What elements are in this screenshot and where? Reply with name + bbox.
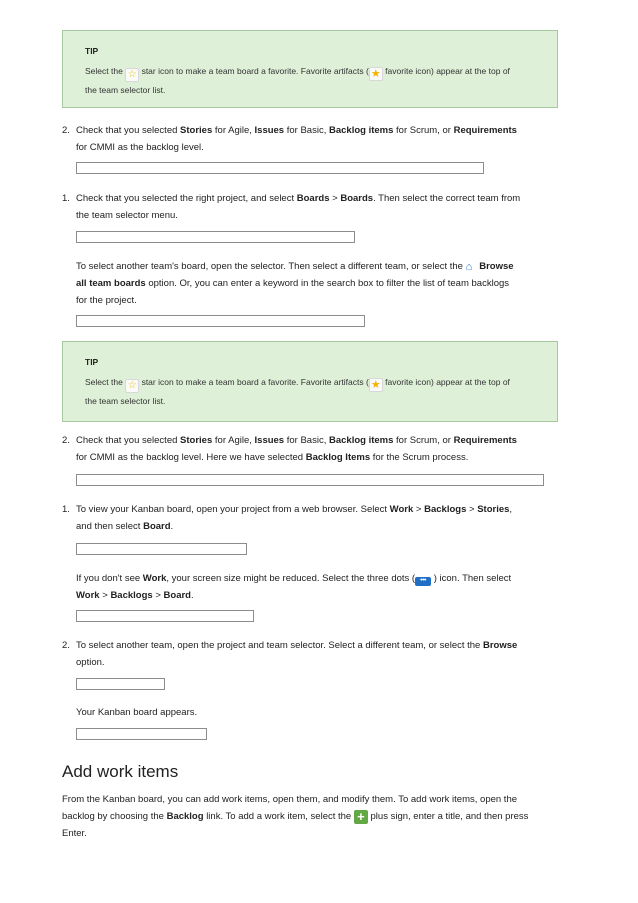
image-placeholder: [76, 543, 247, 555]
list-item: Check that you selected Stories for Agile, Issues for Basic, Backlog items for Scrum, or Requirements for CMMI as the backlog level. Here we have selected Backlog Items for the Scrum process.: [76, 435, 517, 463]
list-number: 1.: [62, 193, 70, 204]
paragraph: From the Kanban board, you can add work items, open them, and modify them. To add work items, open the backlog by choosing the Backlog link. To add a work item, select the + plus sign, enter a title, and then press Enter.: [62, 794, 529, 839]
image-placeholder: [76, 728, 207, 740]
tip-text: Select the ☆ star icon to make a team board a favorite. Favorite artifacts ( ★ favorite icon) appear at the top of the team selector list.: [85, 377, 510, 406]
favorite-star-icon: ★: [369, 67, 383, 81]
tip-box: [62, 30, 558, 108]
star-outline-icon: ☆: [125, 68, 139, 82]
home-icon: ⌂: [465, 261, 473, 273]
paragraph: To select another team's board, open the selector. Then select a different team, or select the ⌂ Browse all team boards option. Or, you can enter a keyword in the search box to filter the list of team backlogs for the project.: [76, 261, 514, 306]
more-actions-icon: •••: [415, 577, 431, 586]
image-placeholder: [76, 610, 254, 622]
list-number: 2.: [62, 640, 70, 651]
list-item: To view your Kanban board, open your project from a web browser. Select Work > Backlogs > Stories, and then select Board.: [76, 504, 513, 532]
tip-label: TIP: [85, 46, 99, 56]
plus-icon: +: [354, 810, 368, 824]
list-number: 2.: [62, 435, 70, 446]
tip-box: [62, 341, 558, 422]
image-placeholder: [76, 678, 165, 690]
list-item: Check that you selected Stories for Agile, Issues for Basic, Backlog items for Scrum, or Requirements for CMMI as the backlog level.: [76, 125, 517, 153]
paragraph: Your Kanban board appears.: [76, 707, 198, 718]
image-placeholder: [76, 231, 355, 243]
image-placeholder: [76, 162, 484, 174]
image-placeholder: [76, 474, 544, 486]
list-item: To select another team, open the project and team selector. Select a different team, or select the Browse option.: [76, 640, 518, 668]
star-outline-icon: ☆: [125, 379, 139, 393]
tip-label: TIP: [85, 357, 99, 367]
list-number: 2.: [62, 125, 70, 136]
tip-text: Select the ☆ star icon to make a team board a favorite. Favorite artifacts ( ★ favorite icon) appear at the top of the team selector list.: [85, 66, 510, 95]
section-heading: Add work items: [62, 762, 179, 781]
list-number: 1.: [62, 504, 70, 515]
favorite-star-icon: ★: [369, 378, 383, 392]
paragraph: If you don't see Work, your screen size might be reduced. Select the three dots ( ••• ) icon. Then select Work > Backlogs > Board.: [76, 573, 512, 601]
image-placeholder: [76, 315, 365, 327]
list-item: Check that you selected the right project, and select Boards > Boards. Then select the correct team from the team selector menu.: [76, 193, 521, 221]
